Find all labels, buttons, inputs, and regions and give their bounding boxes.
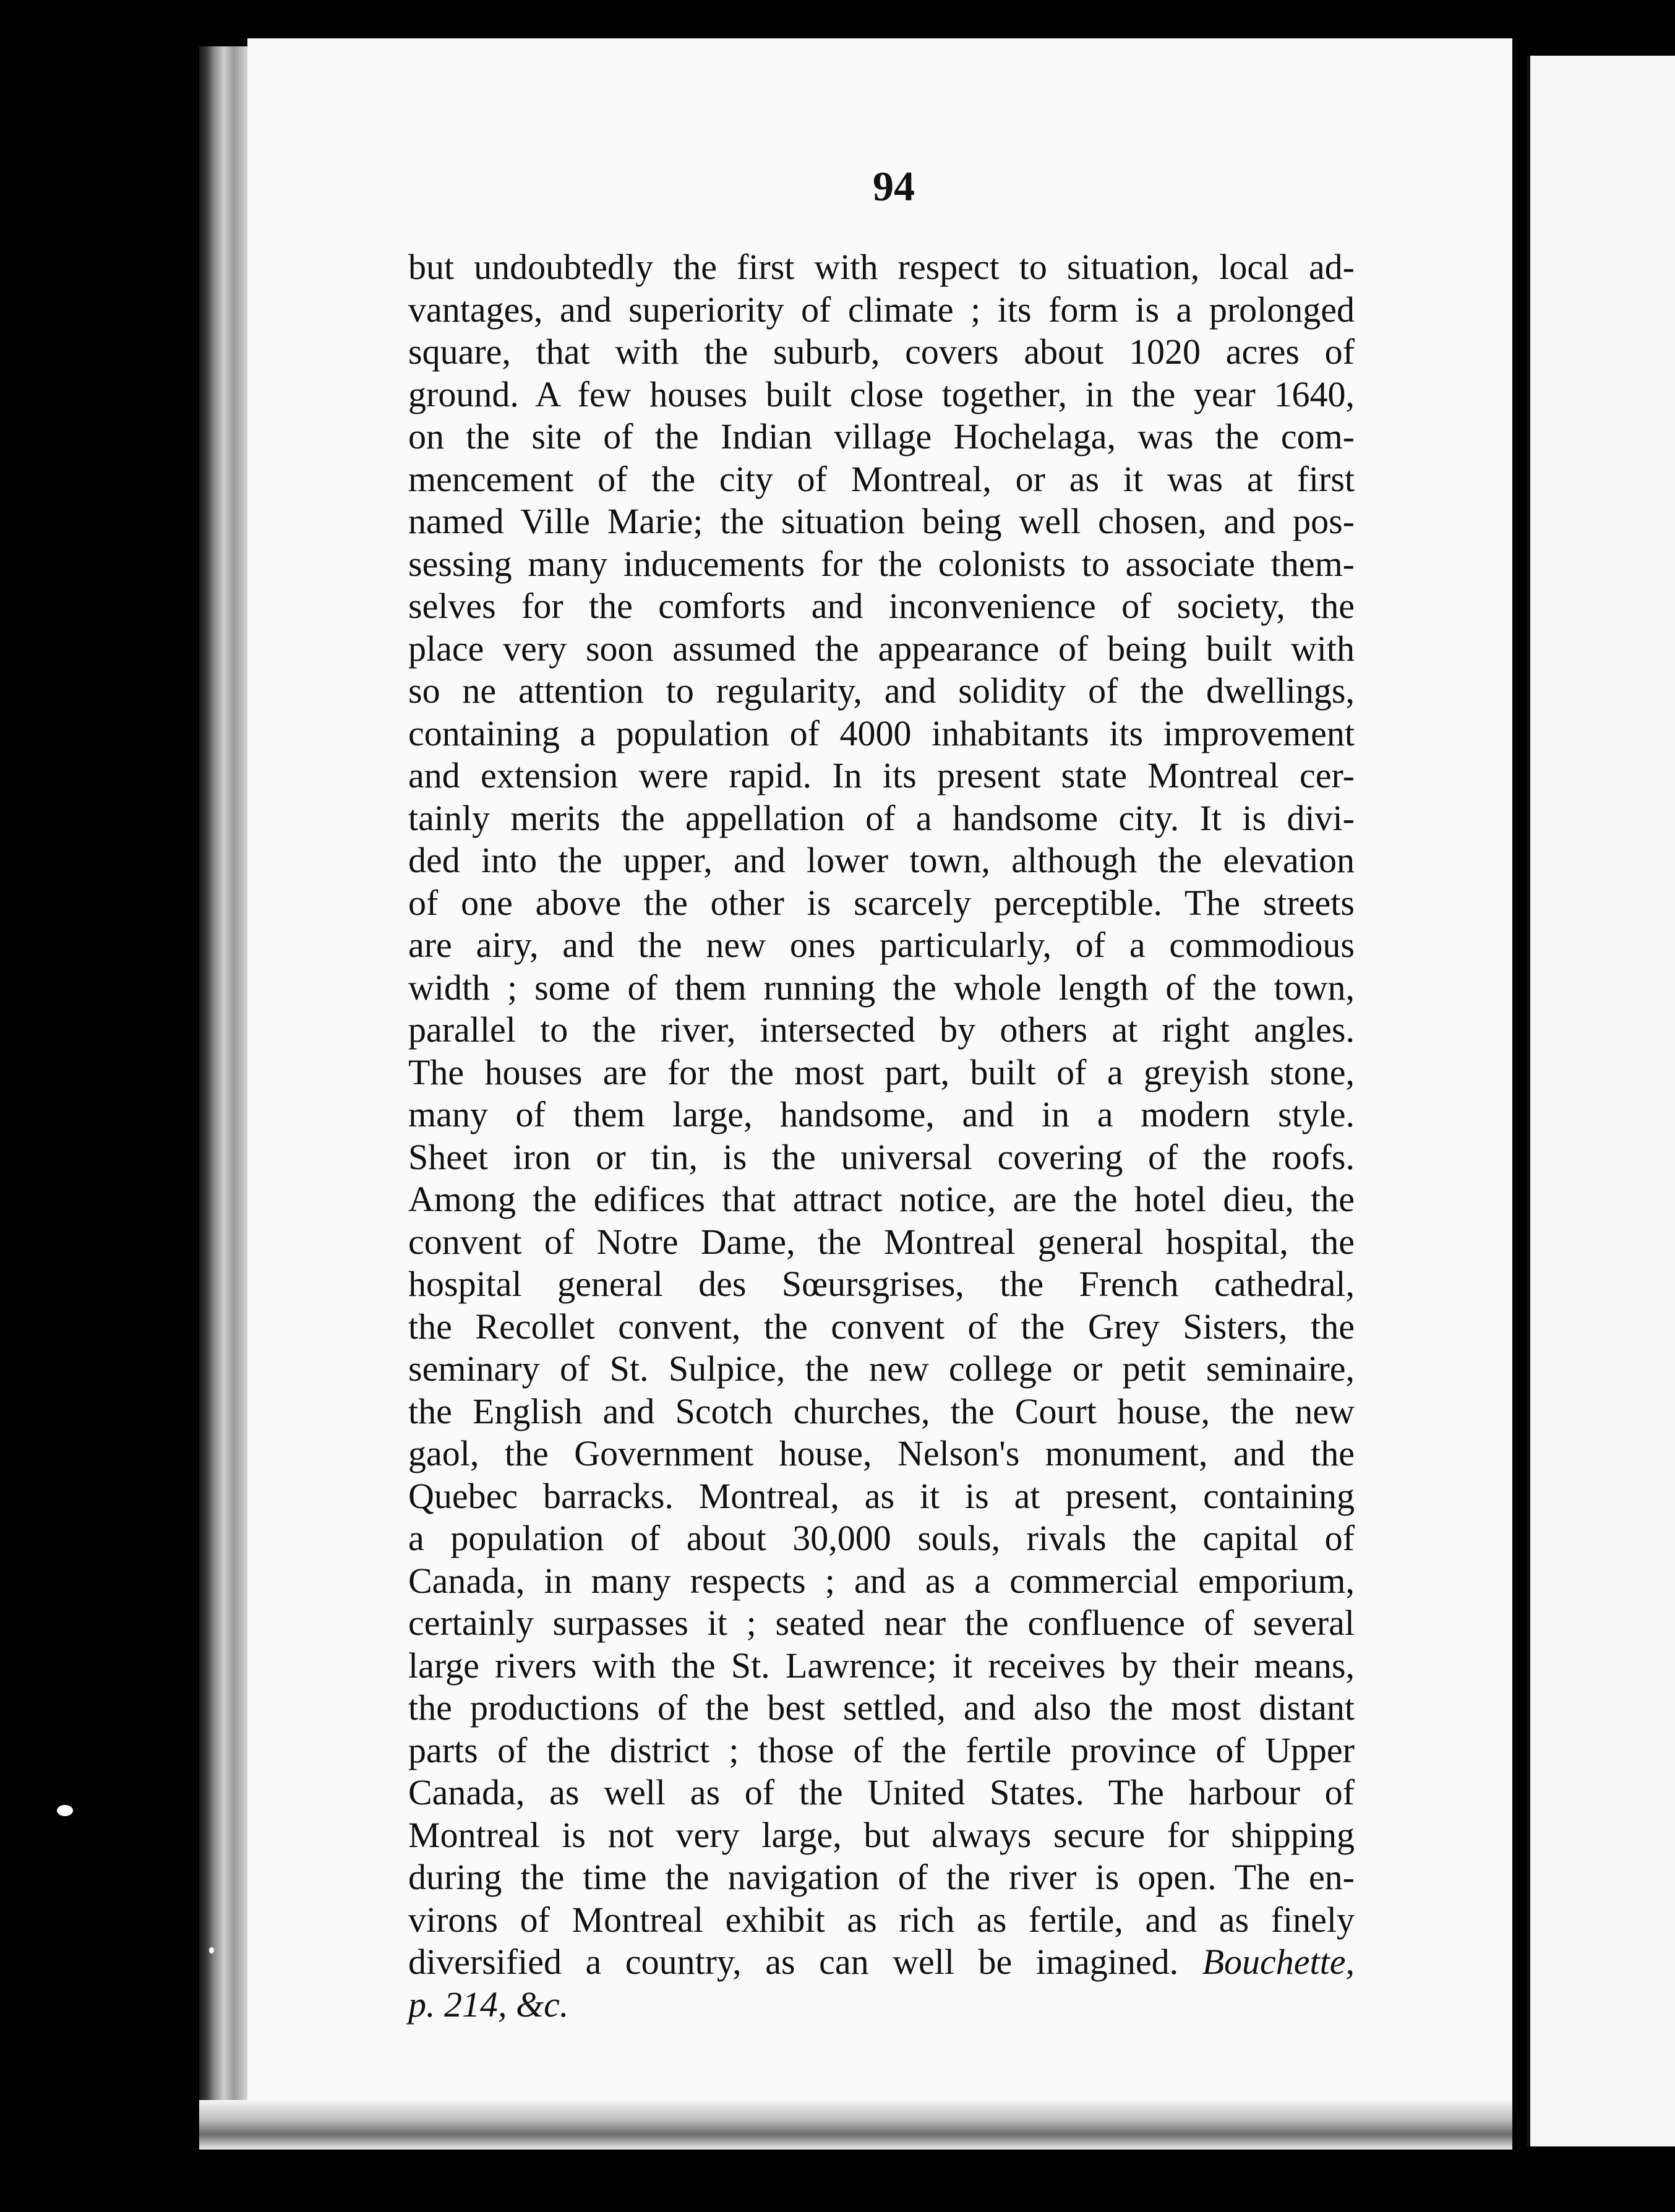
text-line: but undoubtedly the first with respect to situation, local ad- xyxy=(408,247,1355,287)
text-line: and extension were rapid. In its present state Montreal cer- xyxy=(408,755,1355,795)
text-line: seminary of St. Sulpice, the new college or petit seminaire, xyxy=(408,1348,1355,1389)
text-line-with-citation xyxy=(408,1941,1355,1984)
scan-speck xyxy=(57,1805,73,1816)
text-line: gaol, the Government house, Nelson's monument, and the xyxy=(408,1433,1355,1473)
text-line: Sheet iron or tin, is the universal covering of the roofs. xyxy=(408,1136,1355,1177)
page-number: 94 xyxy=(873,163,915,210)
text-line: Canada, in many respects ; and as a commercial emporium, xyxy=(408,1560,1355,1601)
text-line: large rivers with the St. Lawrence; it receives by their means, xyxy=(408,1645,1355,1686)
text-line: during the time the navigation of the river is open. The en- xyxy=(408,1857,1355,1897)
text-line: Canada, as well as of the United States. The harbour of xyxy=(408,1772,1355,1812)
text-line: selves for the comforts and inconvenience of society, the xyxy=(408,586,1355,626)
text-line: sessing many inducements for the colonists to associate them- xyxy=(408,543,1355,584)
facing-page-edge xyxy=(1527,56,1675,2146)
text-line: parts of the district ; those of the fertile province of Upper xyxy=(408,1730,1355,1770)
text-line: convent of Notre Dame, the Montreal general hospital, the xyxy=(408,1221,1355,1262)
text-line: tainly merits the appellation of a handsome city. It is divi- xyxy=(408,797,1355,838)
text-line: named Ville Marie; the situation being well chosen, and pos- xyxy=(408,501,1355,541)
text-line: containing a population of 4000 inhabitants its improvement xyxy=(408,713,1355,753)
text-line: so ne attention to regularity, and solidity of the dwellings, xyxy=(408,671,1355,711)
text-line: Montreal is not very large, but always secure for shipping xyxy=(408,1814,1355,1855)
text-line: place very soon assumed the appearance of being built with xyxy=(408,628,1355,669)
text-line: Quebec barracks. Montreal, as it is at present, containing xyxy=(408,1475,1355,1516)
text-line: the productions of the best settled, and also the most distant xyxy=(408,1687,1355,1728)
text-line: virons of Montreal exhibit as rich as fertile, and as finely xyxy=(408,1899,1355,1940)
text-line-end: diversified a country, as can well be imagined. xyxy=(408,1942,1179,1982)
citation-author: Bouchette, xyxy=(1202,1942,1355,1982)
text-line: the English and Scotch churches, the Court house, the new xyxy=(408,1391,1355,1431)
text-line: the Recollet convent, the convent of the Grey Sisters, the xyxy=(408,1306,1355,1347)
text-line: on the site of the Indian village Hochelaga, was the com- xyxy=(408,416,1355,457)
text-line: vantages, and superiority of climate ; its form is a prolonged xyxy=(408,289,1355,330)
text-line: Among the edifices that attract notice, are the hotel dieu, the xyxy=(408,1179,1355,1219)
text-line: many of them large, handsome, and in a modern style. xyxy=(408,1094,1355,1134)
citation-reference: p. 214, &c. xyxy=(408,1984,569,2025)
text-line: square, that with the suburb, covers about 1020 acres of xyxy=(408,332,1355,372)
scan-speck xyxy=(209,1947,214,1953)
page-bottom-edge xyxy=(199,2100,1512,2150)
text-line: of one above the other is scarcely perceptible. The streets xyxy=(408,882,1355,923)
book-spine-edge xyxy=(199,46,249,2146)
text-line: hospital general des Sœursgrises, the French cathedral, xyxy=(408,1264,1355,1304)
text-line: parallel to the river, intersected by others at right angles. xyxy=(408,1010,1355,1050)
text-line: mencement of the city of Montreal, or as it was at first xyxy=(408,458,1355,499)
text-line: width ; some of them running the whole length of the town, xyxy=(408,967,1355,1008)
text-line: ded into the upper, and lower town, although the elevation xyxy=(408,840,1355,880)
body-text xyxy=(408,246,1355,2026)
text-line: The houses are for the most part, built of a greyish stone, xyxy=(408,1052,1355,1092)
text-line: are airy, and the new ones particularly, of a commodious xyxy=(408,925,1355,965)
text-line: a population of about 30,000 souls, rivals the capital of xyxy=(408,1518,1355,1558)
text-line: ground. A few houses built close together, in the year 1640, xyxy=(408,374,1355,414)
text-line: certainly surpasses it ; seated near the confluence of several xyxy=(408,1603,1355,1643)
